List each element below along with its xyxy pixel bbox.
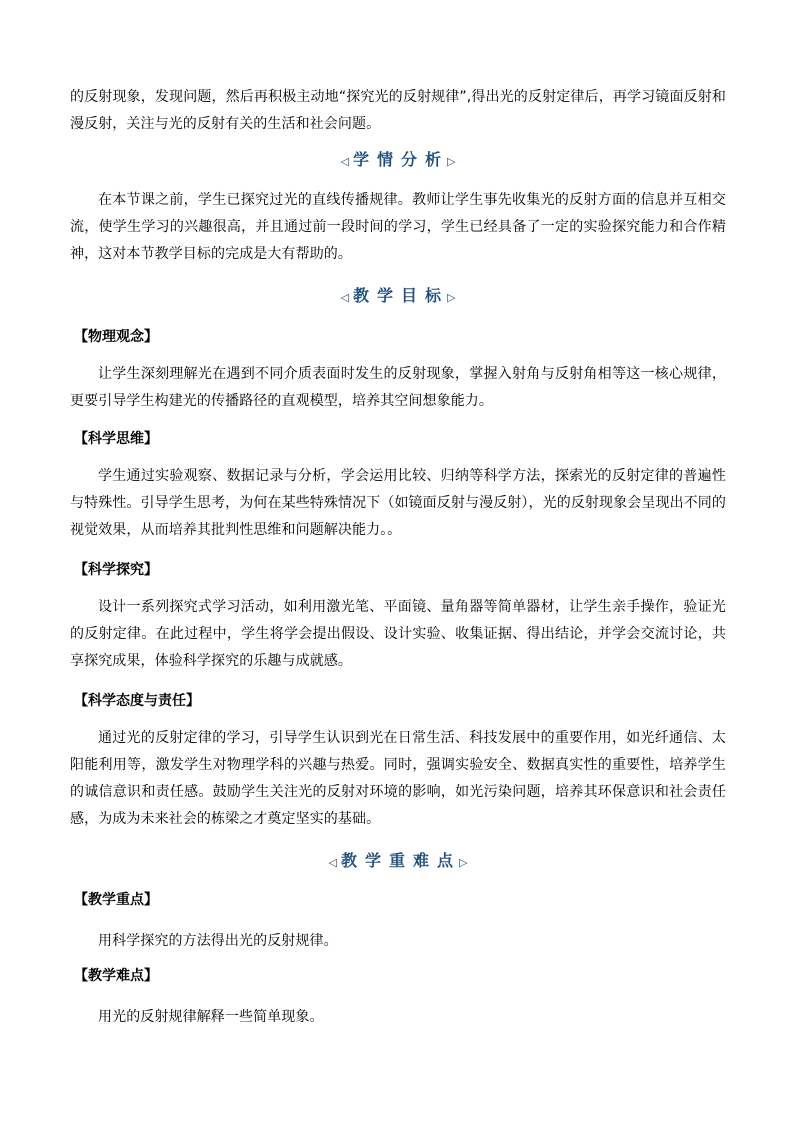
left-triangle-icon: ◁	[340, 155, 349, 168]
section-heading-keypoints	[70, 846, 726, 876]
section-heading-analysis	[70, 145, 726, 175]
goal-paragraph: 学生通过实验观察、数据记录与分析，学会运用比较、归纳等科学方法，探索光的反射定律的普遍性与特殊性。引导学生思考，为何在某些特殊情况下（如镜面反射与漫反射），光的反射现象会呈现出不同的视觉效果，从而培养其批判性思维和问题解决能力。。	[70, 468, 726, 538]
subheading: 【科学思维】	[74, 431, 158, 447]
left-triangle-icon: ◁	[340, 291, 349, 304]
left-triangle-icon: ◁	[328, 856, 337, 869]
goal-paragraph: 让学生深刻理解光在遇到不同介质表面时发生的反射现象，掌握入射角与反射角相等这一核心规律，更要引导学生构建光的传播路径的直观模型，培养其空间想象能力。	[70, 366, 726, 409]
keypoint-paragraph: 用科学探究的方法得出光的反射规律。	[98, 933, 338, 949]
section-title: 教学重难点	[340, 851, 461, 870]
keypoint-item-focus	[70, 887, 726, 955]
right-triangle-icon: ▷	[447, 291, 456, 304]
keypoint-item-difficulty	[70, 963, 726, 1031]
section-analysis	[70, 145, 726, 268]
keypoint-paragraph: 用光的反射规律解释一些简单现象。	[98, 1009, 324, 1025]
section-title: 教学目标	[352, 286, 449, 305]
goal-item-attitude	[70, 688, 726, 833]
subheading: 【科学态度与责任】	[74, 693, 200, 709]
goal-item-physics	[70, 324, 726, 415]
goal-item-inquiry	[70, 557, 726, 675]
goal-paragraph: 设计一系列探究式学习活动，如利用激光笔、平面镜、量角器等简单器材，让学生亲手操作，验证光的反射定律。在此过程中，学生将学会提出假设、设计实验、收集证据、得出结论，并学会交流讨论，共享探究成果，体验科学探究的乐趣与成就感。	[70, 599, 726, 669]
subheading: 【科学探究】	[74, 562, 158, 578]
subheading: 【教学重点】	[74, 892, 158, 908]
subheading: 【教学难点】	[74, 968, 158, 984]
analysis-paragraph: 在本节课之前，学生已探究过光的直线传播规律。教师让学生事先收集光的反射方面的信息并互相交流，使学生学习的兴趣很高，并且通过前一段时间的学习，学生已经具备了一定的实验探究能力和合作精神，这对本节教学目标的完成是大有帮助的。	[70, 192, 726, 262]
intro-paragraph: 的反射现象，发现问题，然后再积极主动地“探究光的反射规律”,得出光的反射定律后，再学习镜面反射和漫反射，关注与光的反射有关的生活和社会问题。	[70, 89, 726, 132]
intro-block	[70, 84, 726, 138]
section-heading-goals	[70, 281, 726, 311]
subheading: 【物理观念】	[74, 329, 158, 345]
right-triangle-icon: ▷	[459, 856, 468, 869]
section-keypoints	[70, 846, 726, 876]
section-title: 学情分析	[352, 150, 449, 169]
goal-item-thinking	[70, 426, 726, 544]
right-triangle-icon: ▷	[447, 155, 456, 168]
section-goals	[70, 281, 726, 311]
goal-paragraph: 通过光的反射定律的学习，引导学生认识到光在日常生活、科技发展中的重要作用，如光纤通信、太阳能利用等，激发学生对物理学科的兴趣与热爱。同时，强调实验安全、数据真实性的重要性，培养学生的诚信意识和责任感。鼓励学生关注光的反射对环境的影响，如光污染问题，培养其环保意识和社会责任感，为成为未来社会的栋梁之才奠定坚实的基础。	[70, 730, 726, 827]
